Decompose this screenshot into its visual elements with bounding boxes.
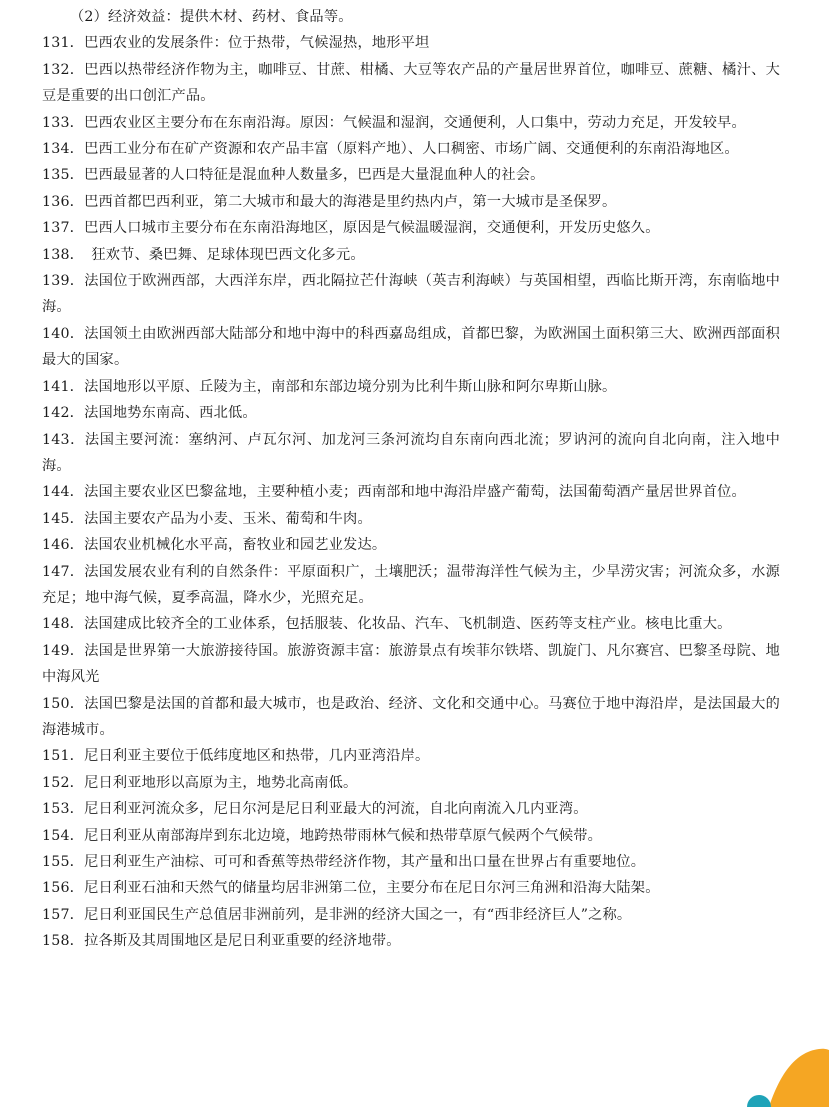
- item-text: 尼日利亚国民生产总值居非洲前列，是非洲的经济大国之一，有“西非经济巨人”之称。: [84, 906, 632, 923]
- list-item: [42, 532, 780, 558]
- item-number: 132．: [42, 61, 85, 78]
- list-item: [42, 823, 780, 849]
- list-item: [42, 189, 780, 215]
- item-text: 巴西以热带经济作物为主，咖啡豆、甘蔗、柑橘、大豆等农产品的产量居世界首位，咖啡豆、蔗糖、橘汁、大豆是重要的出口创汇产品。: [42, 61, 780, 105]
- list-item: [42, 928, 780, 954]
- item-number: 145．: [42, 510, 85, 527]
- item-text: 法国主要农产品为小麦、玉米、葡萄和牛肉。: [84, 510, 372, 527]
- item-number: 140．: [42, 325, 85, 342]
- item-text: 法国地势东南高、西北低。: [84, 405, 257, 422]
- corner-decoration: [739, 1037, 829, 1107]
- list-item: [42, 400, 780, 426]
- item-number: 155．: [42, 854, 85, 870]
- list-item: [42, 427, 780, 480]
- item-text: 法国主要农业区巴黎盆地，主要种植小麦；西南部和地中海沿岸盛产葡萄，法国葡萄酒产量居世界首位。: [84, 484, 746, 501]
- list-item: [42, 215, 780, 241]
- item-text: 尼日利亚生产油棕、可可和香蕉等热带经济作物，其产量和出口量在世界占有重要地位。: [84, 854, 646, 870]
- list-item: [42, 30, 780, 56]
- item-text: 尼日利亚河流众多，尼日尔河是尼日利亚最大的河流，自北向南流入几内亚湾。: [84, 801, 588, 818]
- item-number: 149．: [42, 642, 85, 659]
- list-item: [42, 691, 780, 744]
- item-number: 152．: [42, 774, 85, 791]
- item-text: 巴西人口城市主要分布在东南沿海地区，原因是气候温暖湿润，交通便利，开发历史悠久。: [84, 220, 660, 237]
- item-text: 巴西最显著的人口特征是混血种人数量多，巴西是大量混血种人的社会。: [84, 167, 545, 184]
- item-text: 法国领土由欧洲西部大陆部分和地中海中的科西嘉岛组成，首都巴黎，为欧洲国土面积第三大、欧洲西部面积最大的国家。: [42, 325, 780, 369]
- item-text: 法国是世界第一大旅游接待国。旅游资源丰富：旅游景点有埃菲尔铁塔、凯旋门、凡尔赛宫、巴黎圣母院、地中海风光: [42, 642, 780, 686]
- item-text: 法国发展农业有利的自然条件：平原面积广，土壤肥沃；温带海洋性气候为主，少旱涝灾害；河流众多，水源充足；地中海气候，夏季高温，降水少，光照充足。: [42, 563, 780, 606]
- list-item: [42, 242, 780, 268]
- item-text: 巴西农业的发展条件：位于热带，气候湿热，地形平坦: [84, 35, 430, 52]
- item-text: 法国巴黎是法国的首都和最大城市，也是政治、经济、文化和交通中心。马赛位于地中海沿岸，是法国最大的海港城市。: [42, 695, 780, 738]
- list-item: [42, 136, 780, 162]
- item-text: 法国主要河流：塞纳河、卢瓦尔河、加龙河三条河流均自东南向西北流；罗讷河的流向自北向南，注入地中海。: [42, 431, 780, 474]
- teal-dot-shape: [747, 1095, 771, 1107]
- item-text: 狂欢节、桑巴舞、足球体现巴西文化多元。: [76, 246, 365, 263]
- item-number: 154．: [42, 827, 85, 844]
- document-body: [42, 4, 780, 955]
- item-number: 142．: [42, 405, 85, 422]
- item-number: 150．: [42, 695, 85, 712]
- item-number: 148．: [42, 616, 85, 633]
- list-item: [42, 506, 780, 532]
- item-text: 尼日利亚石油和天然气的储量均居非洲第二位，主要分布在尼日尔河三角洲和沿海大陆架。: [84, 880, 660, 897]
- item-number: 137．: [42, 220, 85, 237]
- item-text: 法国农业机械化水平高，畜牧业和园艺业发达。: [84, 537, 387, 554]
- item-number: 151．: [42, 748, 85, 765]
- list-item: [42, 479, 780, 505]
- item-text: 法国建成比较齐全的工业体系，包括服装、化妆品、汽车、飞机制造、医药等支柱产业。核电比重大。: [84, 616, 732, 633]
- item-number: 135．: [42, 167, 85, 184]
- list-item: [42, 770, 780, 796]
- list-item: [42, 321, 780, 374]
- list-item: [42, 849, 780, 875]
- list-item: [42, 611, 780, 637]
- item-number: 146．: [42, 537, 85, 554]
- item-text: 法国地形以平原、丘陵为主，南部和东部边境分别为比利牛斯山脉和阿尔卑斯山脉。: [84, 378, 617, 395]
- item-number: 158．: [42, 933, 85, 950]
- item-number: 133．: [42, 114, 85, 131]
- list-item: [42, 110, 780, 136]
- list-item: [42, 638, 780, 691]
- item-number: 143．: [42, 431, 85, 448]
- item-number: 156．: [42, 880, 85, 897]
- item-text: 尼日利亚从南部海岸到东北边境，地跨热带雨林气候和热带草原气候两个气候带。: [84, 827, 603, 844]
- list-item: [42, 875, 780, 901]
- item-number: 138．: [42, 246, 77, 263]
- list-item: [42, 268, 780, 321]
- item-number: 144．: [42, 484, 85, 501]
- item-number: 136．: [42, 193, 85, 210]
- item-text: 法国位于欧洲西部，大西洋东岸，西北隔拉芒什海峡（英吉利海峡）与英国相望，西临比斯开湾，东南临地中海。: [42, 273, 780, 316]
- item-number: 147．: [42, 563, 85, 580]
- item-number: 131．: [42, 35, 85, 52]
- list-item: [42, 374, 780, 400]
- intro-paragraph: （2）经济效益：提供木材、药材、食品等。: [70, 9, 353, 25]
- list-item: [42, 743, 780, 769]
- item-number: 141．: [42, 378, 85, 395]
- item-number: 139．: [42, 273, 85, 290]
- item-text: 拉各斯及其周围地区是尼日利亚重要的经济地带。: [84, 933, 401, 950]
- item-number: 157．: [42, 906, 85, 923]
- item-number: 153．: [42, 801, 85, 818]
- item-text: 巴西工业分布在矿产资源和农产品丰富（原料产地）、人口稠密、市场广阔、交通便利的东南沿海地区。: [84, 141, 739, 158]
- list-item: [42, 902, 780, 928]
- list-item: [42, 57, 780, 110]
- item-text: 尼日利亚地形以高原为主，地势北高南低。: [84, 774, 358, 791]
- list-item: [42, 162, 780, 188]
- item-number: 134．: [42, 141, 85, 158]
- item-text: 尼日利亚主要位于低纬度地区和热带，几内亚湾沿岸。: [84, 748, 430, 765]
- list-item: [42, 559, 780, 612]
- item-text: 巴西首都巴西利亚，第二大城市和最大的海港是里约热内卢，第一大城市是圣保罗。: [84, 193, 617, 210]
- list-item: [42, 796, 780, 822]
- orange-wave-shape: [769, 1049, 829, 1107]
- item-text: 巴西农业区主要分布在东南沿海。原因：气候温和湿润，交通便利，人口集中，劳动力充足，开发较早。: [84, 114, 746, 131]
